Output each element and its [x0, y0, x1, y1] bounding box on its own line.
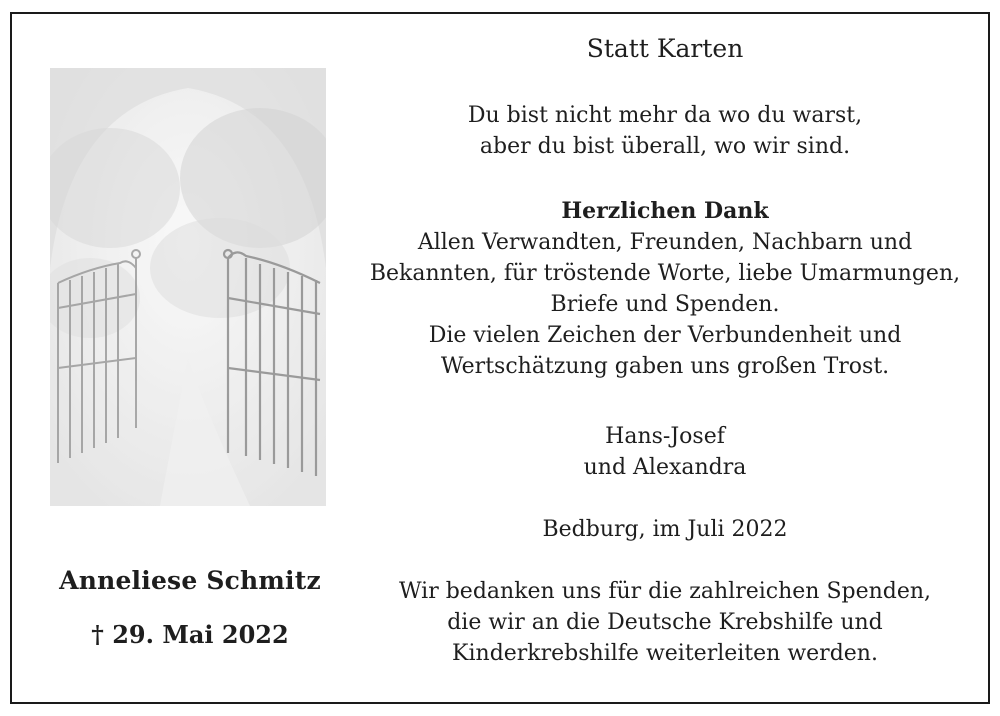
signature-block [366, 421, 964, 483]
donation-line: Wir bedanken uns für die zahlreichen Spenden, [398, 579, 932, 604]
signature-line: Hans-Josef [605, 424, 725, 449]
thanks-line: Wertschätzung gaben uns großen Trost. [440, 354, 890, 379]
quote-line: aber du bist überall, wo wir sind. [479, 134, 851, 159]
page-title: Statt Karten [586, 34, 744, 63]
death-date: † 29. Mai 2022 [91, 620, 289, 649]
thanks-heading: Herzlichen Dank [561, 198, 769, 224]
thanks-line: Allen Verwandten, Freunden, Nachbarn und [417, 230, 913, 255]
thanks-block [366, 196, 964, 382]
garden-gate-image [50, 68, 326, 506]
donation-block [366, 576, 964, 669]
thanks-line: Briefe und Spenden. [550, 292, 780, 317]
quote-line: Du bist nicht mehr da wo du warst, [467, 103, 863, 128]
thanks-line: Bekannten, für tröstende Worte, liebe Umarmungen, [369, 261, 961, 286]
place-date: Bedburg, im Juli 2022 [542, 517, 788, 542]
quote-block [366, 100, 964, 162]
place-date-block [366, 514, 964, 545]
signature-line: und Alexandra [583, 455, 747, 480]
deceased-name: Anneliese Schmitz [59, 566, 321, 595]
thanks-line: Die vielen Zeichen der Verbundenheit und [428, 323, 902, 348]
donation-line: die wir an die Deutsche Krebshilfe und [447, 610, 883, 635]
donation-line: Kinderkrebshilfe weiterleiten werden. [452, 641, 878, 666]
